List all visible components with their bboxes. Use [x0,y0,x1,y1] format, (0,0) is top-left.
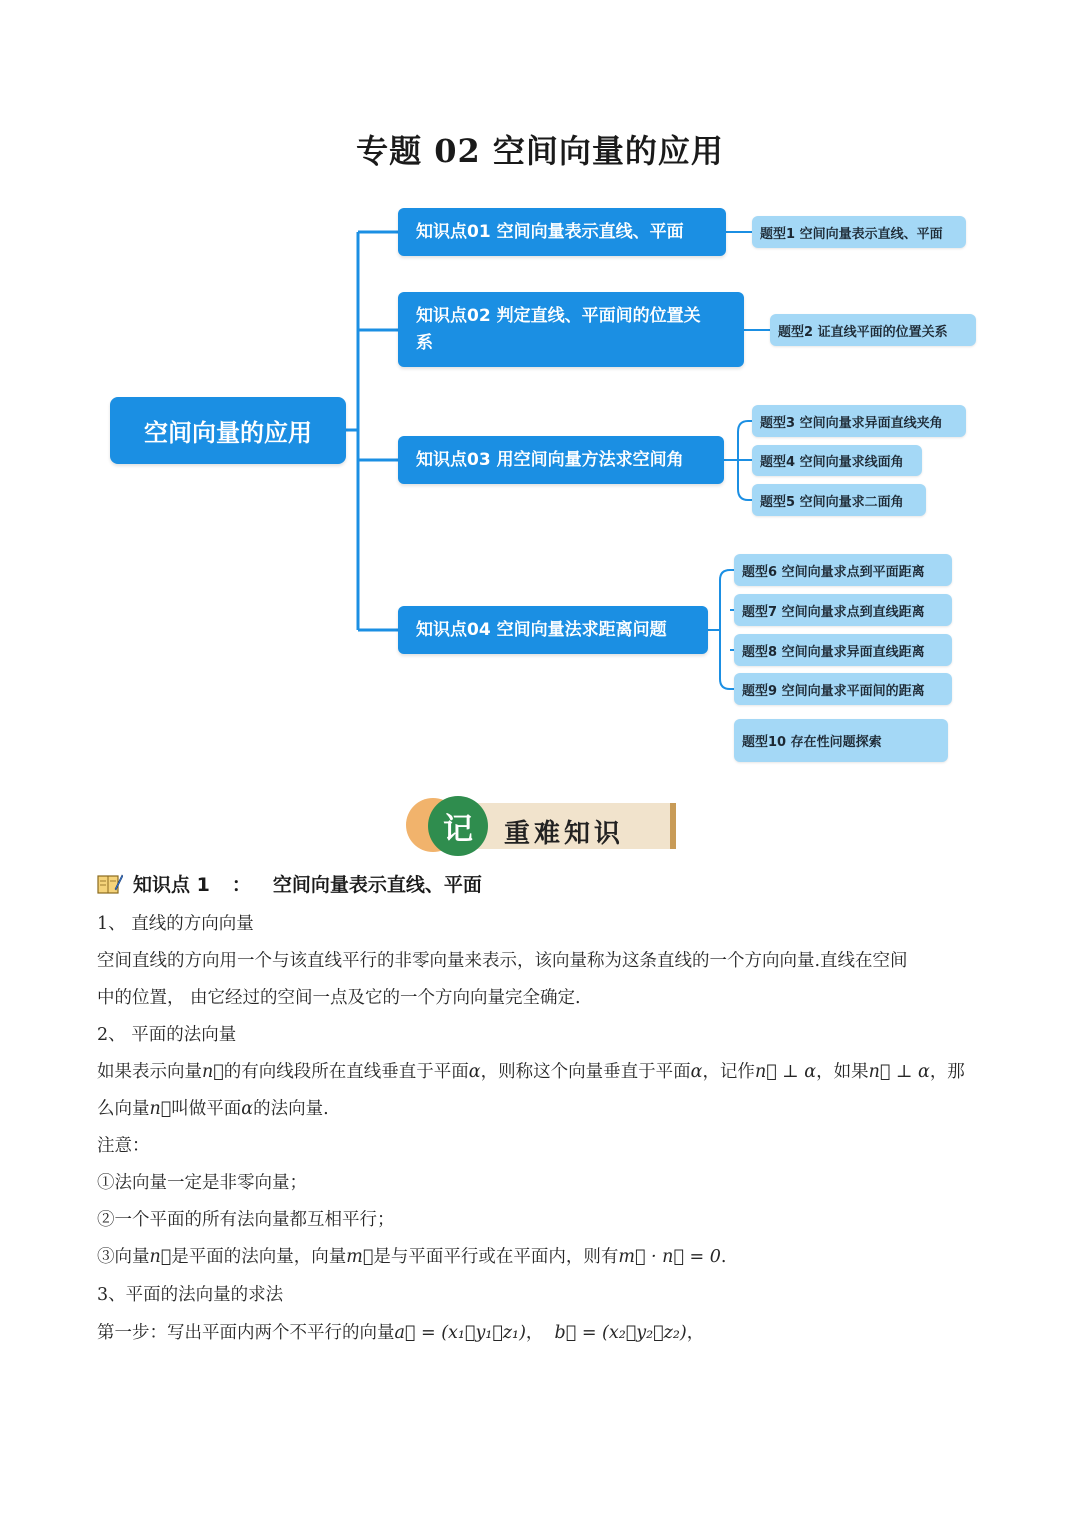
note-label: 注意： [97,1136,150,1156]
text: 的法向量. [253,1099,329,1119]
knowledge-node-03: 知识点03 用空间向量方法求空间角 [398,436,724,484]
section-2-heading: 2、 平面的法向量 [97,1025,237,1045]
text: ， [686,1323,705,1343]
topic-node-2: 题型2 证直线平面的位置关系 [770,314,976,346]
text: 是平面的法向量，向量 [171,1247,347,1267]
topic-node-5: 题型5 空间向量求二面角 [752,484,926,516]
topic-node-9: 题型9 空间向量求平面间的距离 [734,673,952,705]
text: 是与平面平行或在平面内，则有 [373,1247,619,1267]
paragraph-1-line-1: 空间直线的方向用一个与该直线平行的非零向量来表示，该向量称为这条直线的一个方向向量.直线在空间 [97,951,908,971]
text: . [720,1247,727,1267]
topic-node-8: 题型8 空间向量求异面直线距离 [734,634,952,666]
step-1-line [97,1322,704,1344]
math-perp: n⃗ ⊥ α [754,1062,817,1082]
math-alpha: α [241,1099,254,1119]
knowledge-point-colon: ： [231,874,251,896]
knowledge-node-02 [398,292,744,367]
math-perp: n⃗ ⊥ α [868,1062,930,1082]
math-m-vector: m⃗ [346,1247,374,1267]
knowledge-point-title: 空间向量表示直线、平面 [272,874,482,896]
knowledge-node-02-line2: 系 [416,332,433,353]
topic-node-6: 题型6 空间向量求点到平面距离 [734,554,952,586]
banner-title: 重难知识 [504,819,625,849]
text: 叫做平面 [171,1099,242,1119]
topic-node-10: 题型10 存在性问题探索 [734,719,948,762]
text: ，如果 [816,1062,869,1082]
text: 么向量 [97,1099,150,1119]
math-n-vector: n⃗ [149,1099,172,1119]
text: ③向量 [97,1247,150,1267]
knowledge-point-heading [97,870,482,897]
knowledge-node-01: 知识点01 空间向量表示直线、平面 [398,208,726,256]
book-pencil-icon [97,873,123,895]
topic-node-7: 题型7 空间向量求点到直线距离 [734,594,952,626]
math-alpha: α [690,1062,703,1082]
text: ，记作 [702,1062,755,1082]
knowledge-node-04: 知识点04 空间向量法求距离问题 [398,606,708,654]
topic-node-3: 题型3 空间向量求异面直线夹角 [752,405,966,437]
math-vector-b: b⃗ = (x₂，y₂，z₂) [554,1323,687,1343]
knowledge-node-02-line1: 知识点02 判定直线、平面间的位置关 [416,305,701,326]
text: 如果表示向量 [97,1062,202,1082]
math-n-vector: n⃗ [202,1062,224,1082]
math-n-vector: n⃗ [149,1247,172,1267]
math-vector-a: a⃗ = (x₁，y₁，z₁) [394,1323,526,1343]
knowledge-point-label: 知识点 1 [133,874,210,896]
paragraph-2-line-1 [97,1061,965,1083]
text: ，那 [929,1062,965,1082]
note-item-1: ①法向量一定是非零向量； [97,1173,307,1193]
mindmap-root: 空间向量的应用 [110,397,346,464]
note-item-2: ②一个平面的所有法向量都互相平行； [97,1210,395,1230]
section-banner [404,796,674,856]
page-title: 专题 02 空间向量的应用 [356,132,724,170]
paragraph-2-line-2 [97,1098,329,1120]
note-item-3 [97,1246,726,1268]
topic-node-1: 题型1 空间向量表示直线、平面 [752,216,966,248]
text: ， [525,1323,544,1343]
topic-node-4: 题型4 空间向量求线面角 [752,445,922,476]
text: 的有向线段所在直线垂直于平面 [223,1062,469,1082]
text: ，则称这个向量垂直于平面 [480,1062,691,1082]
section-3-heading: 3、平面的法向量的求法 [97,1285,284,1305]
math-alpha: α [468,1062,481,1082]
section-1-heading: 1、 直线的方向向量 [97,914,254,934]
paragraph-1-line-2: 中的位置， 由它经过的空间一点及它的一个方向向量完全确定. [97,988,581,1008]
math-dot-product: m⃗ · n⃗ = 0 [618,1247,721,1267]
banner-icon: 记 [428,796,488,856]
text: 第一步：写出平面内两个不平行的向量 [97,1323,395,1343]
